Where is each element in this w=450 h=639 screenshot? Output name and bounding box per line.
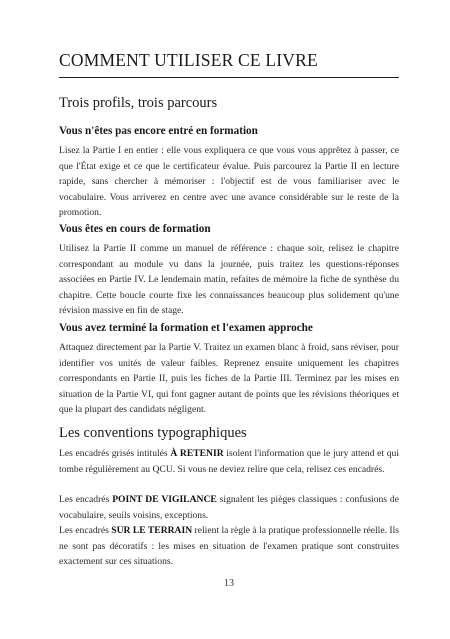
profile-heading-during: Vous êtes en cours de formation <box>59 223 211 235</box>
convention-sur-le-terrain: Les encadrés SUR LE TERRAIN relient la règle à la pratique professionnelle réelle. Ils ne sont pas décoratifs : les mises en situation de l'examen pratique sont construites exactement sur ces situations. <box>59 525 399 568</box>
label-point-de-vigilance: POINT DE VIGILANCE <box>112 494 217 505</box>
profile-heading-after: Vous avez terminé la formation et l'examen approche <box>59 322 313 334</box>
page-title: COMMENT UTILISER CE LIVRE <box>59 50 318 70</box>
convention-point-de-vigilance: Les encadrés POINT DE VIGILANCE signalent les pièges classiques : confusions de vocabulaire, seuils voisins, exceptions. <box>59 494 399 521</box>
profile-text-after: Attaquez directement par la Partie V. Traitez un examen blanc à froid, sans réviser, pour identifier vos unités de valeur faibles. Reprenez ensuite uniquement les chapitres correspondants en Partie II, puis les fiches de la Partie III. Terminez par les mises en situation de la Partie VI, qui font gagner autant de points que les révisions théoriques et que la plupart des candidats négligent. <box>59 342 399 416</box>
profile-heading-before: Vous n'êtes pas encore entré en formation <box>59 125 258 137</box>
section-heading-conventions: Les conventions typographiques <box>59 425 247 441</box>
title-rule <box>59 77 399 78</box>
label-sur-le-terrain: SUR LE TERRAIN <box>111 525 193 536</box>
profile-text-before: Lisez la Partie I en entier : elle vous expliquera ce que vous vous apprêtez à passer, ce que l'État exige et ce que le certificateur évalue. Puis parcourez la Partie II en lecture rapide, sans chercher à mémoriser : l'objectif est de vous familiariser avec le vocabulaire. Vous arriverez en centre avec une avance considérable sur le reste de la promotion. <box>59 145 399 219</box>
label-a-retenir: À RETENIR <box>170 448 224 459</box>
page-number: 13 <box>224 578 234 589</box>
convention-a-retenir: Les encadrés grisés intitulés À RETENIR isolent l'information que le jury attend et qui tombe régulièrement au QCU. Si vous ne deviez relire que cela, relisez ces encadrés. <box>59 448 400 475</box>
section-heading-profiles: Trois profils, trois parcours <box>59 95 218 111</box>
profile-text-during: Utilisez la Partie II comme un manuel de référence : chaque soir, relisez le chapitre correspondant au module vu dans la journée, puis traitez les questions-réponses associées en Partie IV. Le lendemain matin, refaites de mémoire la fiche de synthèse du chapitre. Cette boucle courte fixe les connaissances beaucoup plus solidement qu'une révision massive en fin de stage. <box>59 243 399 317</box>
